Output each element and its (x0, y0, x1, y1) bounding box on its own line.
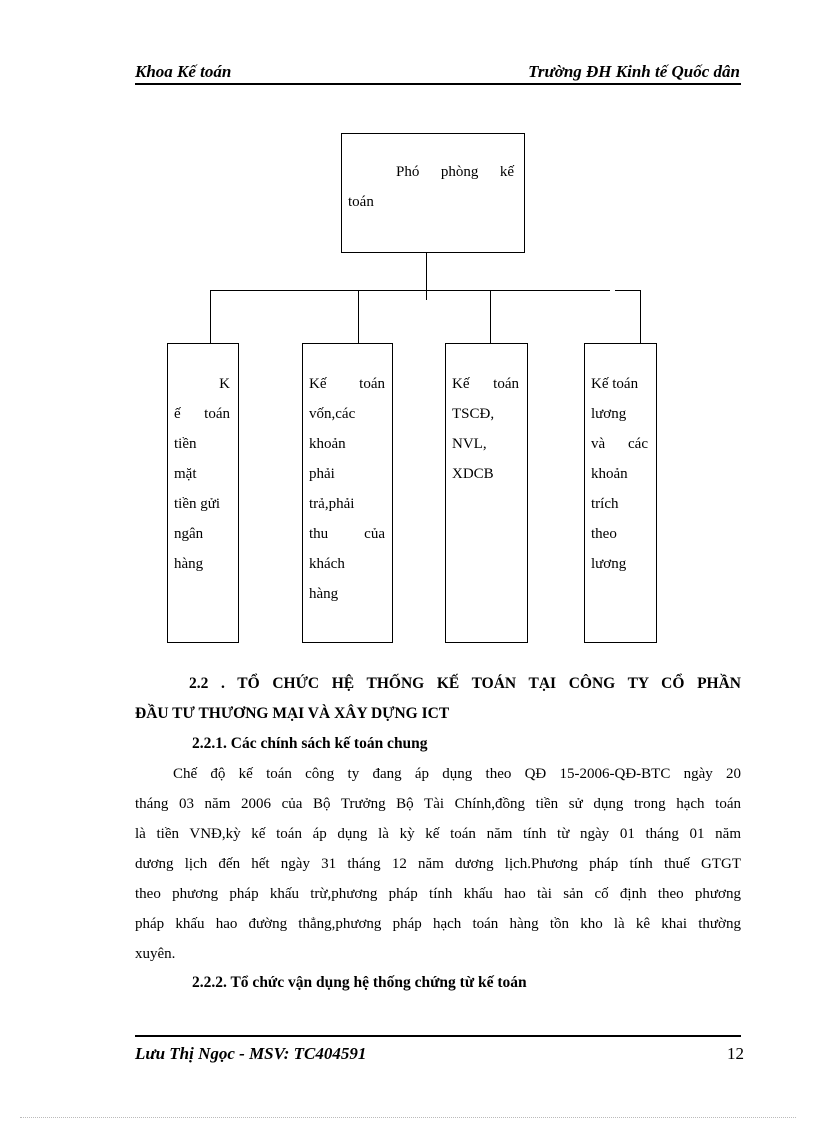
policy-paragraph (135, 759, 741, 969)
org-box-payroll-line: và các (591, 436, 648, 452)
org-box-payroll-line: khoản (591, 466, 628, 482)
header-university: Trường ĐH Kinh tế Quốc dân (528, 62, 740, 81)
org-box-cash-line: mặt (174, 466, 197, 482)
org-box-assets-line: XDCB (452, 466, 494, 482)
connector-branch-2 (358, 290, 359, 343)
paragraph-line: tháng 03 năm 2006 của Bộ Trưởng Bộ Tài Chính,đồng tiền sử dụng trong hạch toán (135, 796, 741, 812)
org-box-deputy-line-1: Phó phòng kế (396, 164, 514, 180)
footer-author: Lưu Thị Ngọc - MSV: TC404591 (135, 1044, 367, 1063)
org-box-capital-line: vốn,các (309, 406, 356, 422)
org-box-deputy-head (341, 133, 525, 253)
connector-horizontal-end (615, 290, 640, 291)
connector-trunk (426, 253, 427, 300)
paragraph-line: là tiền VNĐ,kỳ kế toán áp dụng là kỳ kế toán năm tính từ ngày 01 tháng 01 năm (135, 826, 741, 842)
header-rule (135, 83, 741, 85)
org-box-cash-line: K (219, 376, 230, 392)
connector-branch-1 (210, 290, 211, 343)
org-box-capital-line: hàng (309, 586, 339, 602)
org-box-cash (167, 343, 239, 643)
org-box-capital-line: thu của (309, 526, 385, 542)
org-box-assets-line: NVL, (452, 436, 487, 452)
org-box-payroll (584, 343, 657, 643)
org-box-deputy-line-2: toán (348, 194, 374, 210)
org-box-fixed-assets (445, 343, 528, 643)
org-box-assets-line: Kế toán (452, 376, 519, 392)
connector-branch-3 (490, 290, 491, 343)
org-box-capital-line: phải (309, 466, 335, 482)
connector-branch-4 (640, 290, 641, 343)
org-box-capital-line: Kế toán (309, 376, 385, 392)
org-box-cash-line: hàng (174, 556, 204, 572)
org-box-capital-payables (302, 343, 393, 643)
header-faculty: Khoa Kế toán (135, 62, 232, 81)
page-bottom-border (20, 1117, 796, 1118)
footer-rule (135, 1035, 741, 1037)
subsection-heading-2: 2.2.2. Tổ chức vận dụng hệ thống chứng từ kế toán (192, 974, 527, 991)
paragraph-line: Chế độ kế toán công ty đang áp dụng theo QĐ 15-2006-QĐ-BTC ngày 20 (173, 766, 741, 782)
section-heading-line-1: 2.2 . TỔ CHỨC HỆ THỐNG KẾ TOÁN TẠI CÔNG TY CỔ PHẦN (189, 675, 741, 692)
subsection-heading-1: 2.2.1. Các chính sách kế toán chung (192, 735, 428, 752)
connector-horizontal (210, 290, 610, 291)
page-number: 12 (727, 1044, 744, 1063)
org-box-capital-line: trả,phải (309, 496, 355, 512)
org-box-cash-line: ngân (174, 526, 204, 542)
org-box-payroll-line: lương (591, 556, 627, 572)
org-box-payroll-line: Kế toán (591, 376, 639, 392)
org-box-payroll-line: lương (591, 406, 627, 422)
section-heading (135, 669, 741, 729)
paragraph-line: dương lịch đến hết ngày 31 tháng 12 năm dương lịch.Phương pháp tính thuế GTGT (135, 856, 741, 872)
org-box-payroll-line: trích (591, 496, 619, 512)
org-box-capital-line: khoản (309, 436, 346, 452)
section-heading-line-2: ĐẦU TƯ THƯƠNG MẠI VÀ XÂY DỰNG ICT (135, 705, 450, 722)
org-box-assets-line: TSCĐ, (452, 406, 495, 422)
org-box-cash-line: ế toán (174, 406, 230, 422)
paragraph-line: xuyên. (135, 946, 176, 962)
org-box-capital-line: khách (309, 556, 345, 572)
paragraph-line: theo phương pháp khấu trừ,phương pháp tính khấu hao tài sản cố định theo phương (135, 886, 741, 902)
org-box-cash-line: tiền gửi (174, 496, 221, 512)
paragraph-line: pháp khấu hao đường thẳng,phương pháp hạch toán hàng tồn kho là kê khai thường (135, 916, 741, 932)
org-box-cash-line: tiền (174, 436, 197, 452)
org-box-payroll-line: theo (591, 526, 617, 542)
